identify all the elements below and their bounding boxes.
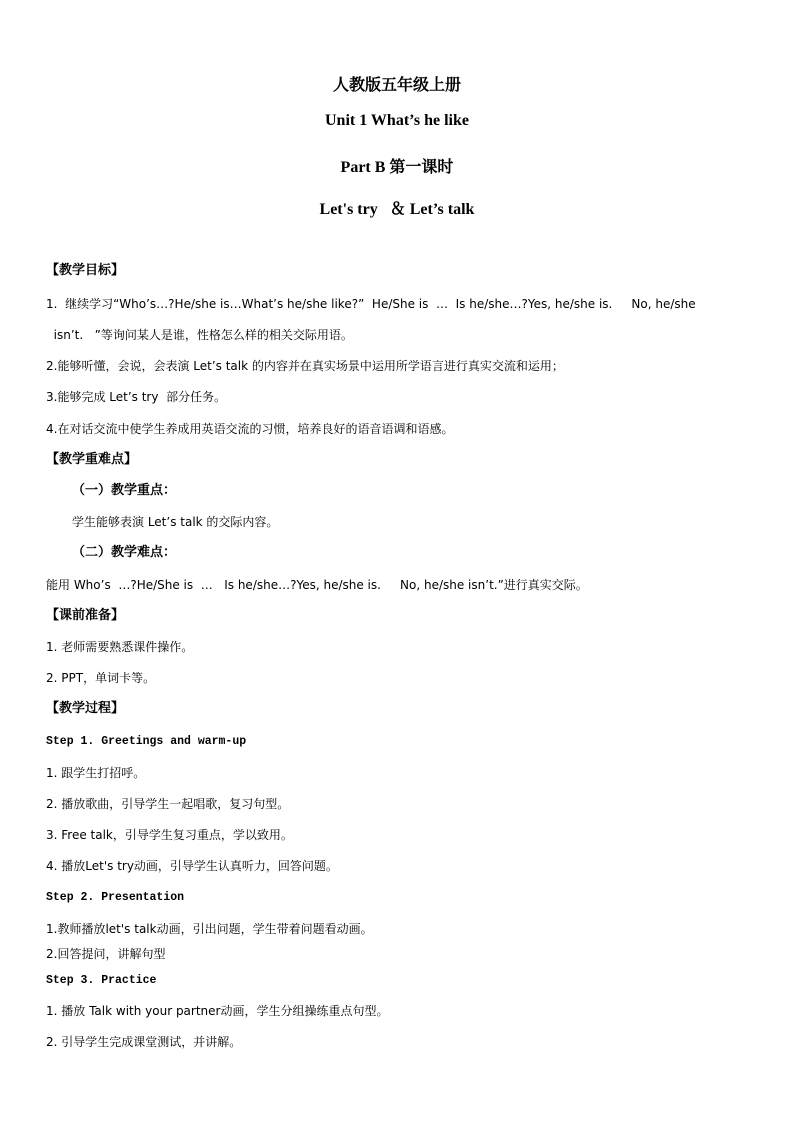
doc-title: 人教版五年级上册	[332, 77, 461, 94]
objective-item: 4.在对话交流中使学生养成用英语交流的习惯，培养良好的语音语调和语感。	[46, 422, 454, 436]
objective-item: 3.能够完成 Let’s try 部分任务。	[46, 390, 227, 404]
objectives-heading: 【教学目标】	[46, 263, 125, 278]
preparation-item: 1. 老师需要熟悉课件操作。	[46, 640, 194, 654]
focus-text: 学生能够表演 Let’s talk 的交际内容。	[72, 515, 279, 529]
step1-item: 2. 播放歌曲，引导学生一起唱歌，复习句型。	[46, 797, 290, 811]
process-heading: 【教学过程】	[46, 701, 125, 716]
step2-item: 1.教师播放let's talk动画，引出问题，学生带着问题看动画。	[46, 922, 373, 936]
difficulty-text: 能用 Who’s …?He/She is … Is he/she…?Yes, he/she is. No, he/she isn’t.”进行真实交际。	[46, 578, 588, 592]
step3-item: 2. 引导学生完成课堂测试，并讲解。	[46, 1035, 242, 1049]
step2-item: 2.回答提问，讲解句型	[46, 947, 166, 961]
step1-item: 3. Free talk，引导学生复习重点，学以致用。	[46, 828, 293, 842]
objective-item: 2.能够听懂，会说，会表演 Let’s talk 的内容并在真实场景中运用所学语言进行真实交流和运用；	[46, 359, 564, 373]
preparation-heading: 【课前准备】	[46, 608, 125, 623]
focus-title: （一）教学重点：	[72, 483, 177, 498]
difficulty-title: （二）教学难点：	[72, 545, 177, 560]
step1-item: 4. 播放Let's try动画，引导学生认真听力，回答问题。	[46, 859, 338, 873]
key-points-heading: 【教学重难点】	[46, 452, 138, 467]
step2-title: Step 2. Presentation	[46, 891, 185, 904]
objective-item: 1. 继续学习“Who’s…?He/she is…What’s he/she like?” He/She is … Is he/she…?Yes, he/she is. No, he/she	[46, 297, 696, 311]
part-title: Part B 第一课时	[340, 159, 454, 176]
step1-title: Step 1. Greetings and warm-up	[46, 735, 247, 748]
objective-item: isn’t. ”等询问某人是谁，性格怎么样的相关交际用语。	[46, 328, 353, 342]
preparation-item: 2. PPT，单词卡等。	[46, 671, 156, 685]
step1-item: 1. 跟学生打招呼。	[46, 766, 146, 780]
step3-title: Step 3. Practice	[46, 974, 157, 987]
step3-item: 1. 播放 Talk with your partner动画，学生分组操练重点句型。	[46, 1004, 389, 1018]
lesson-title: Let's try ＆ Let’s talk	[319, 201, 475, 218]
unit-title: Unit 1 What’s he like	[324, 112, 469, 129]
